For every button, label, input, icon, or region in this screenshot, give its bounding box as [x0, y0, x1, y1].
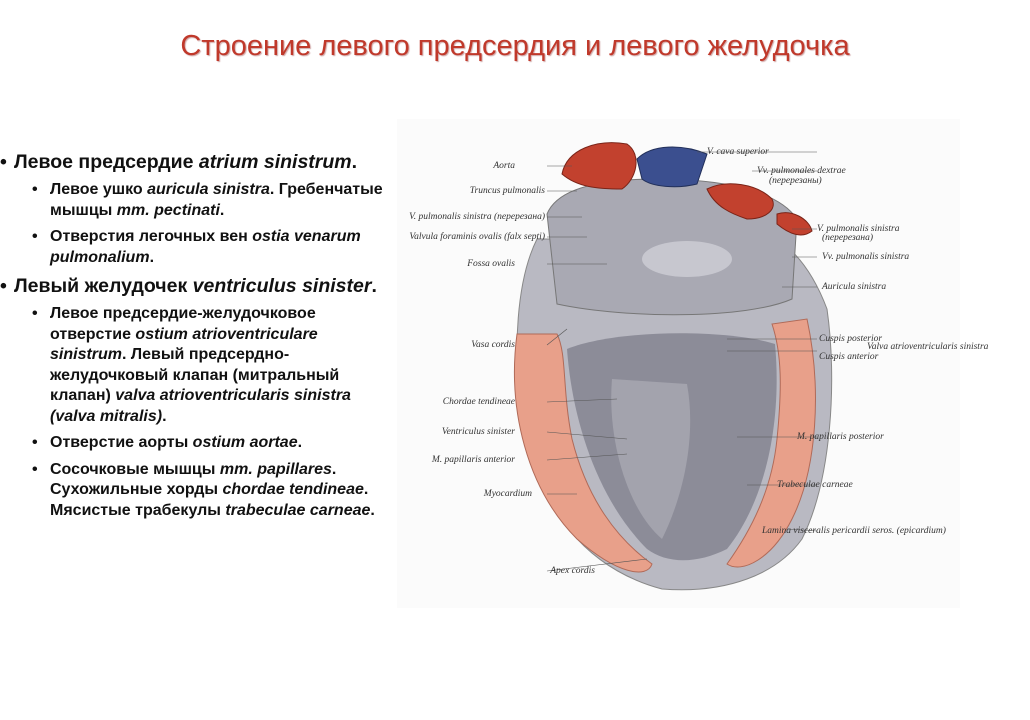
sub-text: .	[219, 201, 225, 219]
label-v-pulm-sin: V. pulmonalis sinistra (перерезана)	[409, 212, 545, 222]
label-aorta: Aorta	[493, 161, 515, 171]
bullet-list	[0, 150, 392, 527]
bullet-text: Левый желудочек	[14, 275, 193, 297]
subbullet-auricula	[0, 180, 392, 221]
sub-text: .	[162, 407, 167, 425]
sub-text: Левое предсердие-желудочковое отверстие	[50, 305, 316, 343]
sub-text: Сосочковые мышцы	[50, 460, 220, 478]
label-v-pulm-sin-r: V. pulmonalis sinistra	[817, 224, 900, 234]
bullet-text: Левое предсердие	[14, 151, 199, 173]
sub-text: . Мясистые трабекулы	[50, 481, 369, 519]
sub-text: .	[370, 501, 375, 519]
label-vasa: Vasa cordis	[471, 340, 515, 350]
bullet-end: .	[371, 275, 377, 297]
latin-term: ventriculus sinister	[192, 275, 372, 297]
sub-text: . Левый предсердно-желудочковый клапан (митральный клапан)	[50, 346, 340, 404]
bullet-end: .	[351, 151, 358, 173]
latin-term: ostium atrioventriculare sinistrum	[50, 325, 318, 363]
slide-title: Строение левого предсердия и левого желудочка	[180, 30, 850, 62]
sub-text: Левое ушко	[50, 181, 148, 198]
subbullet-aorta-opening	[0, 433, 392, 454]
label-apex: Apex cordis	[550, 566, 595, 576]
label-cut2: (перерезана)	[822, 233, 874, 243]
label-chordae: Chordae tendineae	[442, 397, 515, 407]
latin-term: trabeculae carneae	[225, 501, 371, 519]
label-cut1: (перерезаны)	[769, 176, 822, 186]
latin-term: ostia venarum pulmonalium	[50, 228, 361, 266]
sub-text: . Гребенчатые мышцы	[50, 181, 383, 219]
sub-text: .	[297, 434, 303, 451]
sub-text: Отверстие аорты	[50, 434, 193, 451]
subbullet-mitral	[0, 304, 392, 427]
latin-term: auricula sinistra	[147, 181, 270, 198]
label-cuspis-post: Cuspis posterior	[819, 334, 883, 344]
latin-term: atrium sinistrum	[198, 151, 352, 173]
label-auricula: Auricula sinistra	[822, 282, 887, 292]
latin-term: ostium aortae	[192, 434, 298, 451]
label-vv-pulm-dex: Vv. pulmonales dextrae	[757, 166, 846, 176]
label-ventriculus: Ventriculus sinister	[441, 427, 515, 437]
sub-text: .	[149, 248, 155, 266]
sub-text: Отверстия легочных вен	[50, 228, 253, 245]
label-pap-ant: M. papillaris anterior	[431, 455, 515, 465]
subbullet-papillary	[0, 460, 392, 522]
heart-drawing	[397, 119, 989, 608]
label-fossa: Fossa ovalis	[467, 259, 515, 269]
label-valva: Valva atrioventricularis sinistra	[867, 342, 989, 352]
label-truncus: Truncus pulmonalis	[469, 186, 545, 196]
latin-term: chordae tendineae	[222, 481, 364, 498]
label-lamina: Lamina visceralis pericardii seros. (epicardium)	[762, 526, 946, 536]
sub-text: . Сухожильные хорды	[50, 460, 337, 498]
label-trabeculae: Trabeculae carneae	[777, 480, 853, 490]
label-valvula: Valvula foraminis ovalis (falx septi)	[409, 232, 545, 242]
latin-term: valva atrioventricularis sinistra (valva mitralis)	[50, 387, 351, 425]
label-cuspis-ant: Cuspis anterior	[819, 352, 879, 362]
label-myocardium: Myocardium	[483, 489, 532, 499]
bullet-ventricle	[0, 274, 392, 298]
subbullet-pulmonary-veins	[0, 227, 392, 268]
latin-term: mm. pectinati	[116, 201, 220, 219]
label-pap-post: M. papillaris posterior	[797, 432, 884, 442]
label-vv-pulm-sin: Vv. pulmonalis sinistra	[822, 252, 910, 262]
heart-illustration	[397, 119, 989, 608]
label-vcs: V. cava superior	[707, 147, 769, 157]
latin-term: mm. papillares	[219, 460, 332, 478]
bullet-atrium	[0, 150, 392, 174]
